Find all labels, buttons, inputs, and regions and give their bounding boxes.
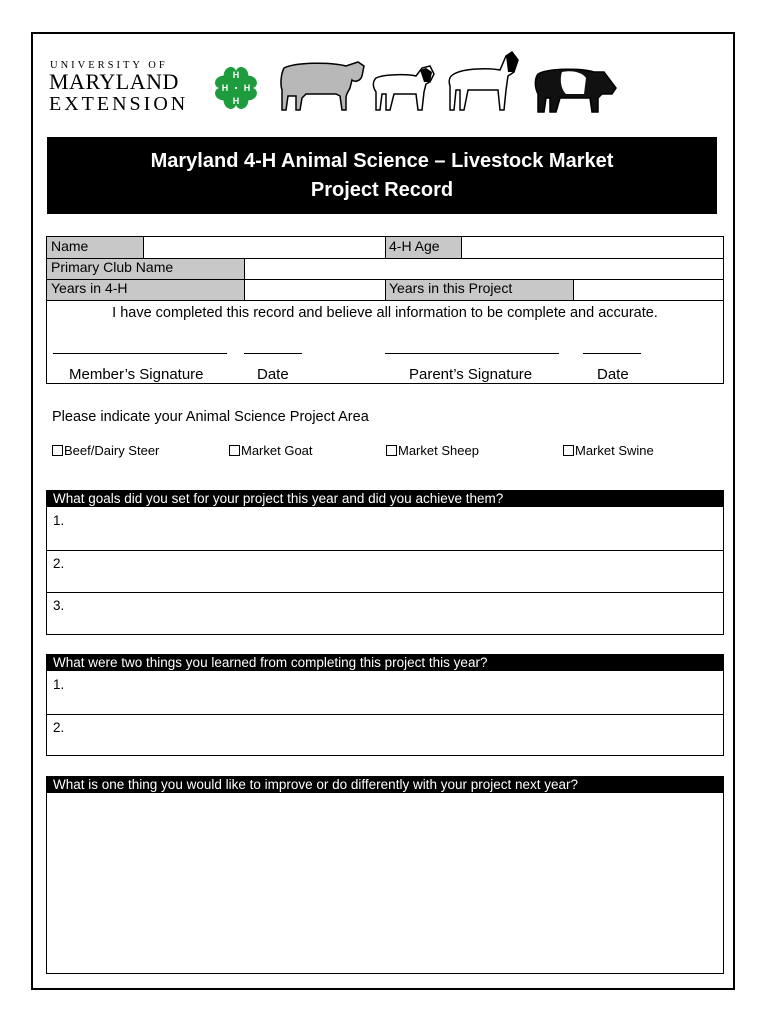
goals-section <box>46 490 724 635</box>
age-field[interactable] <box>461 237 723 258</box>
goals-row-2-label: 2. <box>53 556 65 571</box>
form-title <box>47 137 717 214</box>
form-title-line2: Project Record <box>310 178 454 201</box>
option-label: Market Sheep <box>398 443 479 458</box>
option-beef-dairy-steer[interactable] <box>52 443 159 458</box>
learned-row-2-label: 2. <box>53 720 65 735</box>
years-label: Years in 4-H <box>47 279 244 300</box>
learned-section <box>46 654 724 756</box>
goals-row-3-label: 3. <box>53 598 65 613</box>
logo-extension: EXTENSION <box>49 93 189 115</box>
learned-question: What were two things you learned from completing this project this year? <box>47 655 723 671</box>
name-field[interactable] <box>143 237 385 258</box>
option-market-swine[interactable] <box>563 443 654 458</box>
table-divider <box>47 258 723 259</box>
years-field[interactable] <box>244 279 385 300</box>
table-divider <box>461 237 462 258</box>
checkbox-icon[interactable] <box>386 445 397 456</box>
certify-text: I have completed this record and believe all information to be complete and accurate. <box>112 305 658 321</box>
goals-row-1-label: 1. <box>53 513 65 528</box>
row-divider <box>47 714 723 715</box>
goat-icon <box>370 60 440 114</box>
steer-icon <box>276 54 371 114</box>
age-label: 4-H Age <box>385 237 461 258</box>
improve-question: What is one thing you would like to improve or do differently with your project next year? <box>47 777 723 793</box>
table-divider <box>573 279 574 300</box>
sheep-icon <box>446 46 524 114</box>
club-field[interactable] <box>244 258 723 279</box>
parent-date-label: Date <box>597 366 629 383</box>
goals-question: What goals did you set for your project this year and did you achieve them? <box>47 491 723 507</box>
table-divider <box>244 258 245 300</box>
parent-signature-label: Parent’s Signature <box>409 366 533 383</box>
checkbox-icon[interactable] <box>52 445 63 456</box>
parent-date-line[interactable] <box>583 353 641 354</box>
option-label: Beef/Dairy Steer <box>64 443 160 458</box>
svg-text:H: H <box>243 83 251 93</box>
svg-text:H: H <box>232 70 240 80</box>
table-divider <box>385 279 386 300</box>
member-signature-label: Member’s Signature <box>69 366 204 383</box>
parent-signature-line[interactable] <box>385 353 559 354</box>
table-divider <box>47 300 723 301</box>
form-title-line1: Maryland 4-H Animal Science – Livestock Market <box>150 149 614 172</box>
name-label: Name <box>47 237 143 258</box>
improve-section <box>46 776 724 974</box>
4-h-clover-icon <box>208 60 264 116</box>
member-info-table <box>46 236 724 384</box>
years-project-field[interactable] <box>573 279 723 300</box>
option-market-goat[interactable] <box>229 443 313 458</box>
table-divider <box>143 237 144 258</box>
learned-row-1-label: 1. <box>53 677 65 692</box>
years-project-label: Years in this Project <box>385 279 573 300</box>
logo-maryland: MARYLAND <box>49 69 179 94</box>
table-divider <box>385 237 386 258</box>
logo-university-of: UNIVERSITY OF <box>50 60 168 71</box>
option-label: Market Swine <box>575 443 654 458</box>
club-label: Primary Club Name <box>47 258 244 279</box>
pig-icon <box>532 58 620 114</box>
option-label: Market Goat <box>241 443 313 458</box>
row-divider <box>47 592 723 593</box>
member-date-label: Date <box>257 366 289 383</box>
checkbox-icon[interactable] <box>563 445 574 456</box>
checkbox-icon[interactable] <box>229 445 240 456</box>
member-date-line[interactable] <box>244 353 302 354</box>
option-market-sheep[interactable] <box>386 443 479 458</box>
project-area-prompt: Please indicate your Animal Science Project Area <box>52 409 369 425</box>
svg-text:H: H <box>232 96 240 106</box>
member-signature-line[interactable] <box>53 353 227 354</box>
svg-text:H: H <box>221 83 229 93</box>
row-divider <box>47 550 723 551</box>
improve-answer-area[interactable] <box>47 793 723 973</box>
